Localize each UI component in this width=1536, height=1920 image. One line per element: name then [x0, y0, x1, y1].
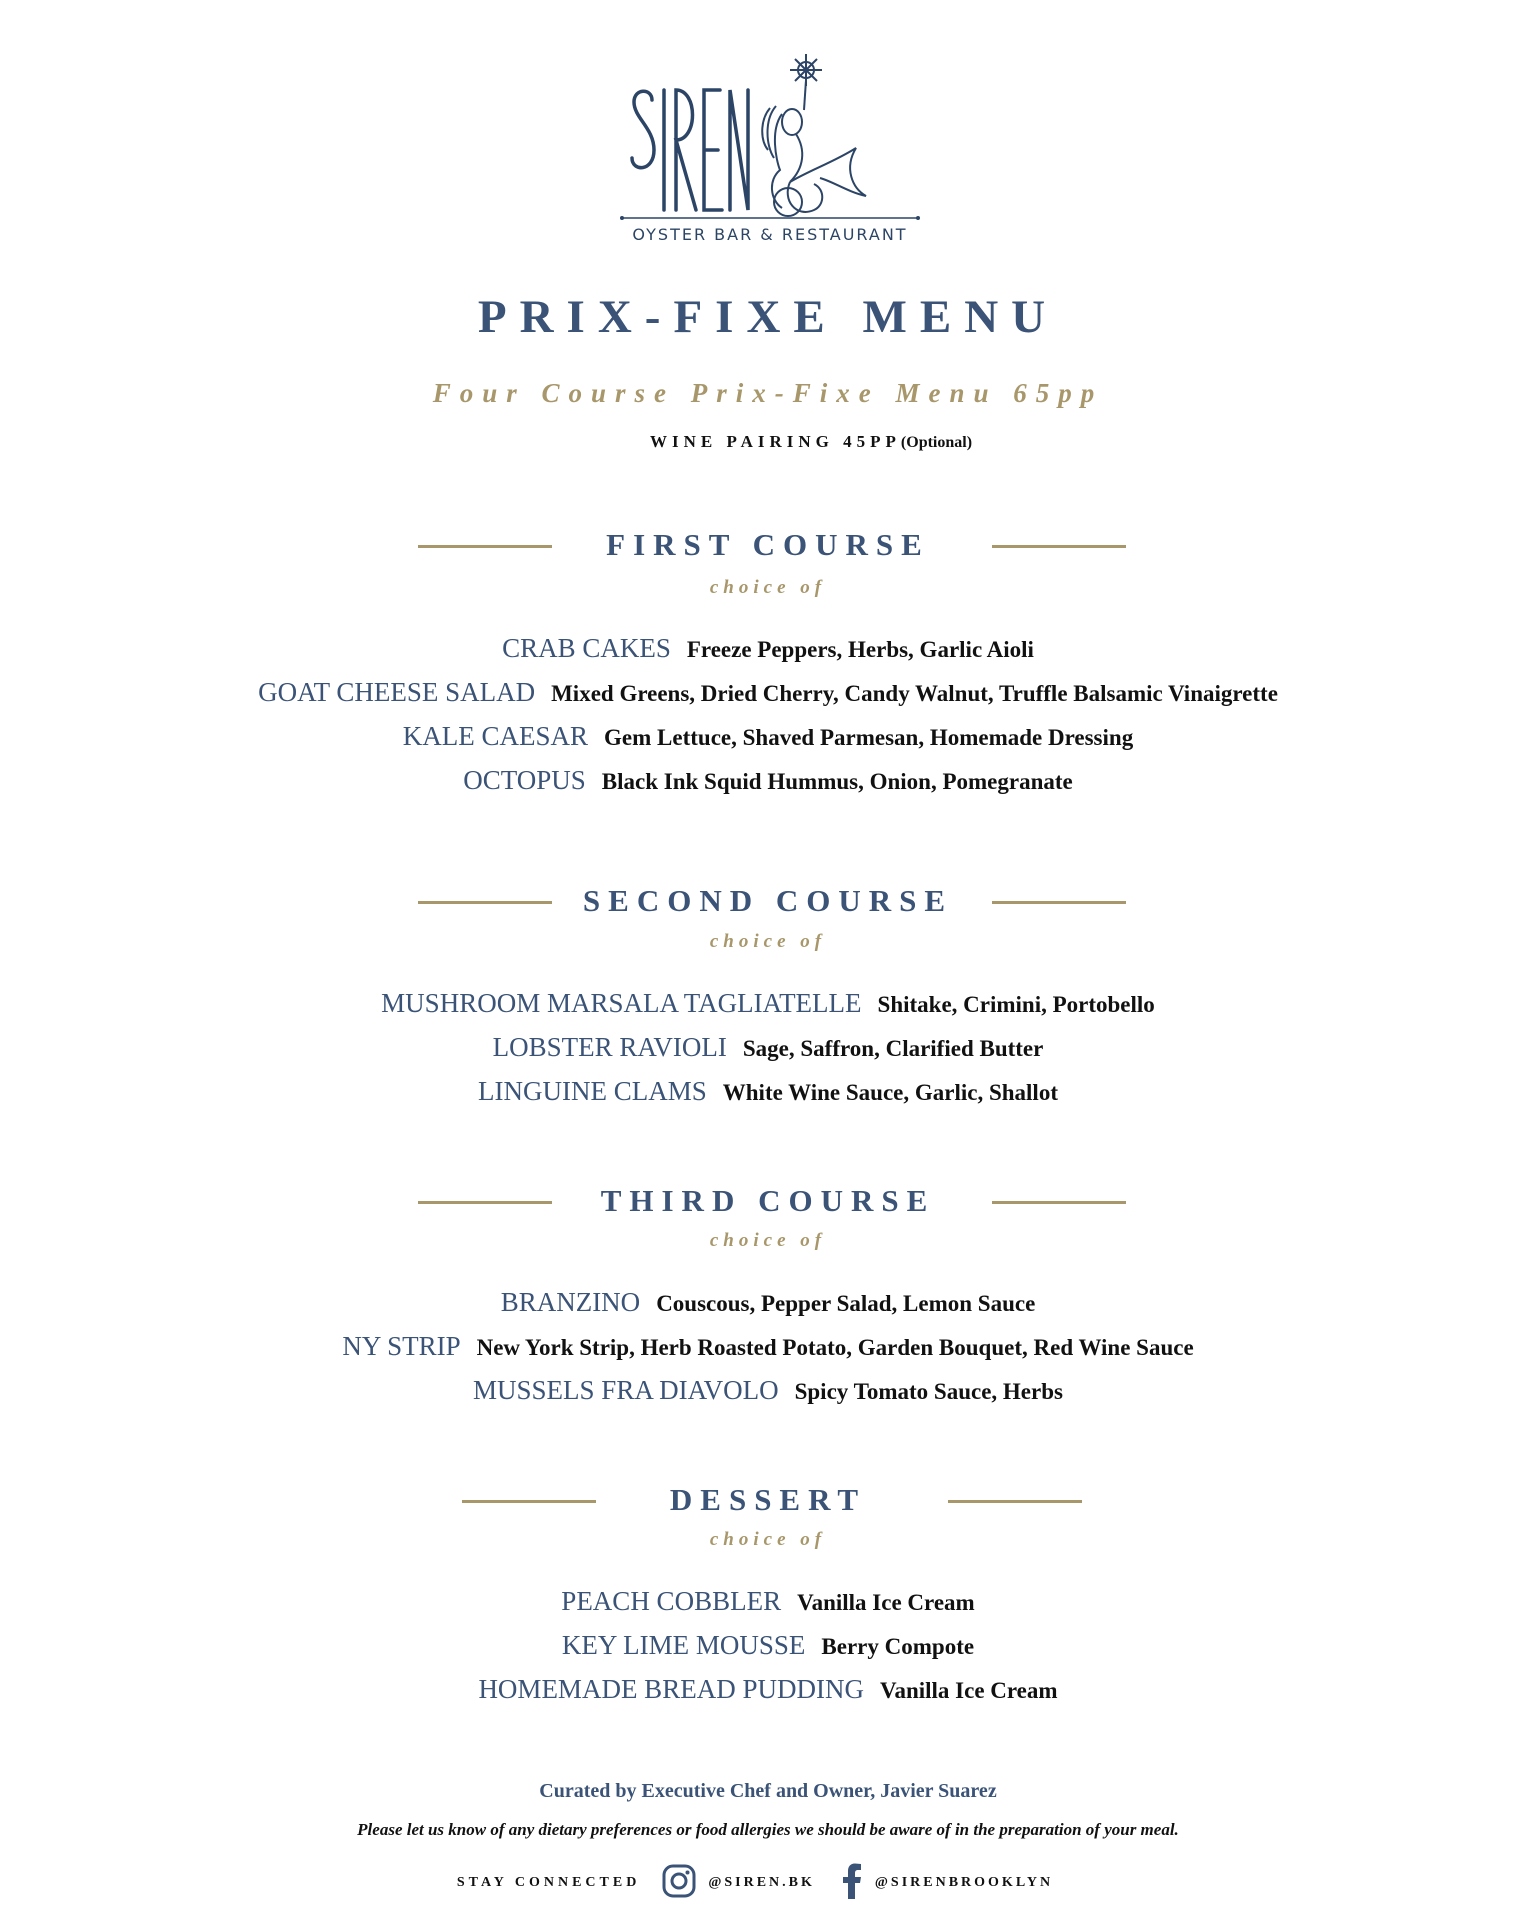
brand-subtitle: OYSTER BAR & RESTAURANT — [632, 225, 908, 244]
facebook-handle[interactable]: @SIRENBROOKLYN — [874, 1875, 1054, 1890]
choice-of-label: choice of — [709, 1529, 827, 1550]
dish-item — [0, 1071, 1536, 1111]
dish-item — [0, 1581, 1536, 1621]
dish-item — [0, 628, 1536, 668]
dish-name: MUSHROOM MARSALA TAGLIATELLE — [381, 988, 862, 1018]
dish-description: Vanilla Ice Cream — [797, 1590, 975, 1615]
course-title: DESSERT — [669, 1482, 867, 1517]
dish-item — [0, 760, 1536, 800]
dish-name: NY STRIP — [342, 1331, 461, 1361]
wine-pairing — [650, 432, 972, 452]
choice-of-label: choice of — [709, 577, 827, 598]
course-header-second — [0, 881, 1536, 921]
instagram-icon[interactable] — [662, 1864, 696, 1903]
dish-description: Gem Lettuce, Shaved Parmesan, Homemade Dressing — [604, 725, 1134, 750]
dish-description: Couscous, Pepper Salad, Lemon Sauce — [656, 1291, 1036, 1316]
dish-description: Vanilla Ice Cream — [879, 1678, 1058, 1703]
divider-right — [992, 1201, 1126, 1204]
menu-subtitle: Four Course Prix-Fixe Menu 65pp — [432, 378, 1104, 408]
curated-by: Curated by Executive Chef and Owner, Javier Suarez — [539, 1780, 997, 1802]
menu-title: PRIX-FIXE MENU — [477, 291, 1059, 343]
divider-right — [948, 1500, 1082, 1503]
dish-item — [0, 1669, 1536, 1709]
dish-name: LOBSTER RAVIOLI — [492, 1032, 727, 1062]
dish-name: KEY LIME MOUSSE — [561, 1630, 806, 1660]
dish-name: LINGUINE CLAMS — [478, 1076, 707, 1106]
facebook-icon[interactable] — [841, 1863, 863, 1904]
dish-description: Black Ink Squid Hummus, Onion, Pomegranate — [601, 769, 1073, 794]
dish-name: OCTOPUS — [463, 765, 586, 795]
dish-name: BRANZINO — [500, 1287, 641, 1317]
dish-description: Sage, Saffron, Clarified Butter — [742, 1036, 1044, 1061]
dish-item — [0, 1625, 1536, 1665]
divider-right — [992, 545, 1126, 548]
dish-item — [0, 983, 1536, 1023]
dish-item — [0, 1326, 1536, 1366]
course-header-third — [0, 1181, 1536, 1221]
social-footer — [0, 1865, 1536, 1901]
stay-connected-label: STAY CONNECTED — [456, 1875, 641, 1890]
course-title: THIRD COURSE — [600, 1183, 936, 1218]
instagram-handle[interactable]: @SIREN.BK — [708, 1875, 815, 1890]
dish-item — [0, 1370, 1536, 1410]
dish-description: Mixed Greens, Dried Cherry, Candy Walnut, Truffle Balsamic Vinaigrette — [551, 681, 1278, 706]
dish-item — [0, 672, 1536, 712]
dietary-note: Please let us know of any dietary preferences or food allergies we should be aware of in the preparation of your meal. — [357, 1820, 1179, 1839]
wine-pairing-label: WINE PAIRING 45PP — [650, 432, 901, 451]
course-title: FIRST COURSE — [606, 527, 930, 562]
siren-logo — [620, 50, 920, 255]
course-header-first — [0, 525, 1536, 565]
dish-description: Spicy Tomato Sauce, Herbs — [794, 1379, 1063, 1404]
choice-of-label: choice of — [709, 1230, 827, 1251]
mermaid-logo-icon — [620, 50, 920, 225]
dish-description: Freeze Peppers, Herbs, Garlic Aioli — [686, 637, 1034, 662]
dish-description: New York Strip, Herb Roasted Potato, Garden Bouquet, Red Wine Sauce — [476, 1335, 1194, 1360]
divider-right — [992, 901, 1126, 904]
dish-description: White Wine Sauce, Garlic, Shallot — [722, 1080, 1058, 1105]
choice-of-label: choice of — [709, 931, 827, 952]
dish-name: PEACH COBBLER — [561, 1586, 782, 1616]
dish-item — [0, 1282, 1536, 1322]
dish-description: Shitake, Crimini, Portobello — [877, 992, 1155, 1017]
dish-name: CRAB CAKES — [502, 633, 671, 663]
dish-item — [0, 716, 1536, 756]
dish-name: HOMEMADE BREAD PUDDING — [478, 1674, 864, 1704]
dish-description: Berry Compote — [821, 1634, 975, 1659]
dish-item — [0, 1027, 1536, 1067]
dish-name: MUSSELS FRA DIAVOLO — [473, 1375, 779, 1405]
course-header-dessert — [0, 1480, 1536, 1520]
wine-optional-label: (Optional) — [900, 434, 973, 451]
dish-name: GOAT CHEESE SALAD — [258, 677, 536, 707]
dish-name: KALE CAESAR — [402, 721, 589, 751]
course-title: SECOND COURSE — [582, 883, 954, 918]
